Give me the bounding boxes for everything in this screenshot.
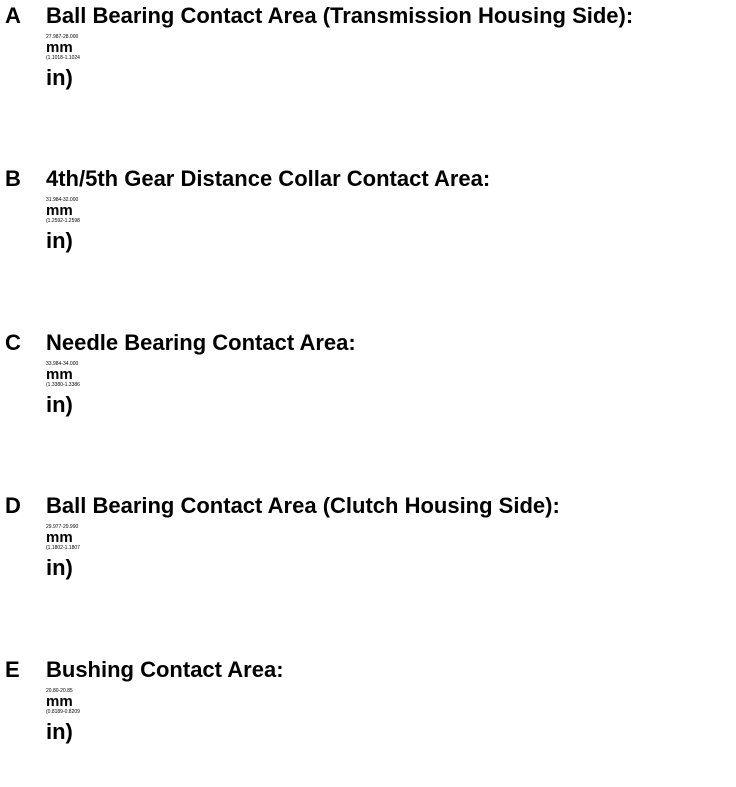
spec-unit-mm: mm	[46, 693, 73, 710]
spec-letter: A	[5, 3, 21, 28]
spec-item-d	[0, 493, 736, 623]
spec-letter: E	[5, 657, 20, 682]
spec-title: Ball Bearing Contact Area (Transmission Housing Side):	[46, 3, 634, 28]
spec-item-b	[0, 166, 736, 296]
spec-range-in: (0.8189-0.8209	[46, 709, 80, 715]
spec-unit-mm: mm	[46, 202, 73, 219]
spec-range-in: (1.1018-1.1024	[46, 55, 80, 61]
spec-unit-in: in)	[46, 228, 73, 253]
spec-letter: B	[5, 166, 21, 191]
spec-item-e	[0, 657, 736, 787]
spec-range-mm: 27.987-28.000	[46, 34, 79, 40]
spec-title: Bushing Contact Area:	[46, 657, 284, 682]
spec-title: 4th/5th Gear Distance Collar Contact Area:	[46, 166, 491, 191]
spec-range-mm: 29.977-29.990	[46, 524, 79, 530]
spec-unit-in: in)	[46, 719, 73, 744]
spec-item-c	[0, 330, 736, 460]
spec-unit-mm: mm	[46, 366, 73, 383]
spec-range-in: (1.2592-1.2598	[46, 218, 80, 224]
spec-unit-mm: mm	[46, 39, 73, 56]
spec-range-mm: 31.984-32.000	[46, 197, 79, 203]
spec-title: Needle Bearing Contact Area:	[46, 330, 356, 355]
spec-range-mm: 20.80-20.85	[46, 688, 73, 694]
spec-unit-in: in)	[46, 65, 73, 90]
spec-letter: C	[5, 330, 21, 355]
spec-item-a	[0, 3, 736, 133]
spec-unit-in: in)	[46, 555, 73, 580]
spec-unit-mm: mm	[46, 529, 73, 546]
spec-letter: D	[5, 493, 21, 518]
spec-range-in: (1.1802-1.1807	[46, 545, 80, 551]
spec-unit-in: in)	[46, 392, 73, 417]
spec-range-mm: 33.984-34.000	[46, 361, 79, 367]
spec-title: Ball Bearing Contact Area (Clutch Housing Side):	[46, 493, 560, 518]
spec-range-in: (1.3380-1.3386	[46, 382, 80, 388]
